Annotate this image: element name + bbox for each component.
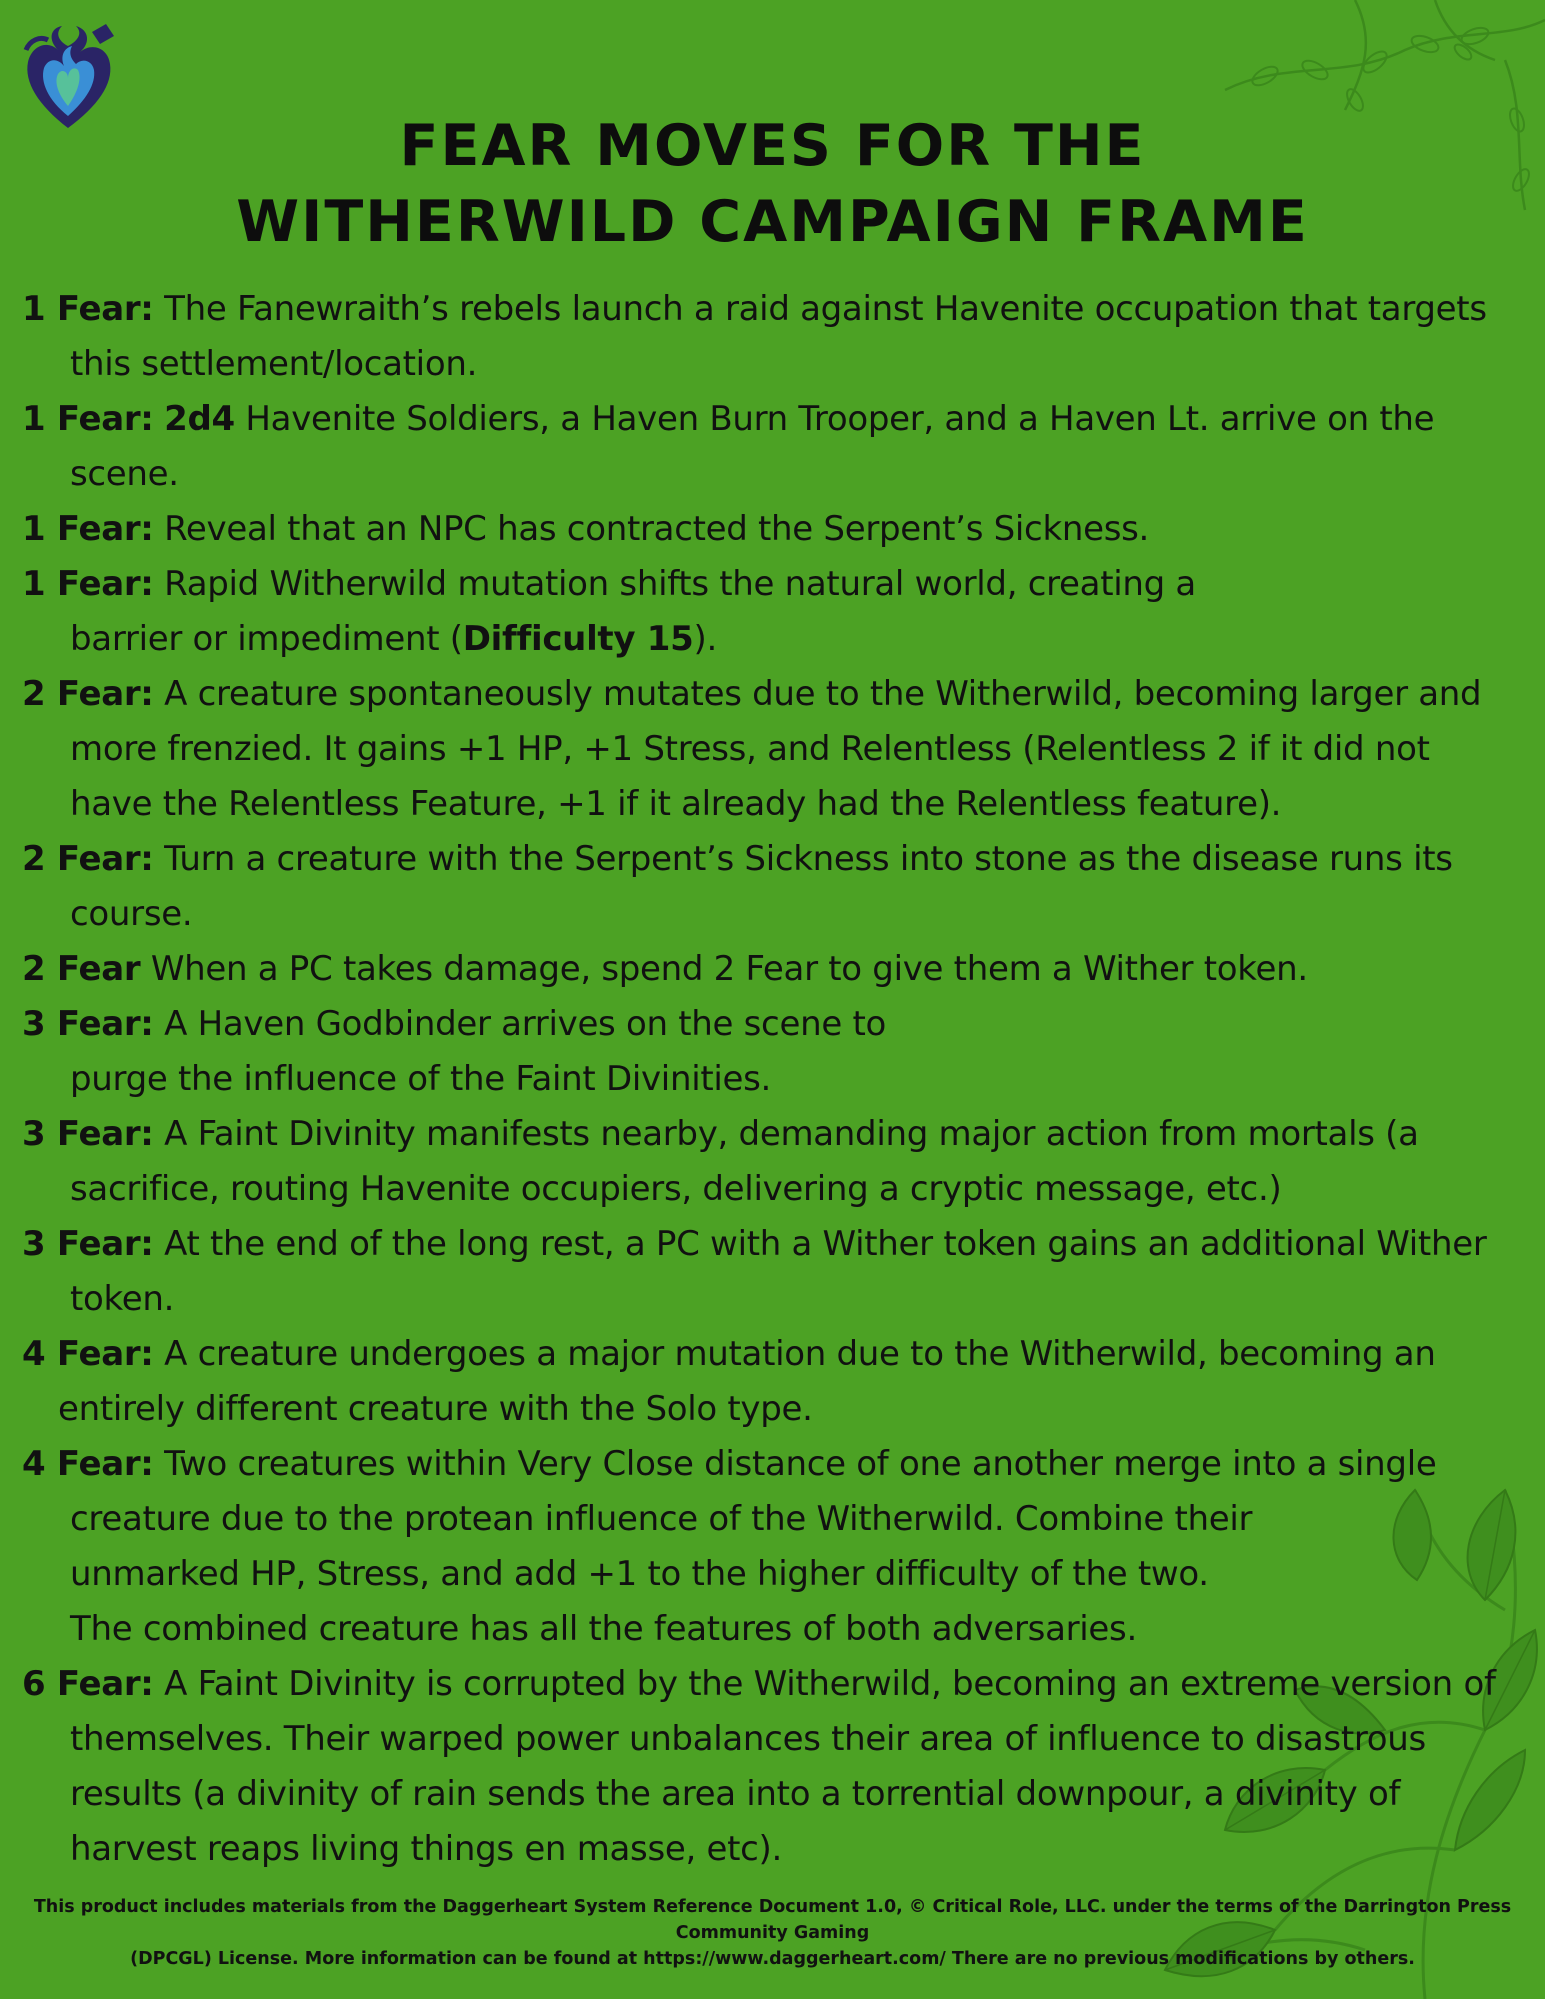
fear-move-text-line1: Two creatures within Very Close distance of one another merge into a single [164,1444,1437,1484]
fear-cost: 4 Fear: [22,1444,154,1484]
fear-move-text: A creature spontaneously mutates due to the Witherwild, becoming larger and more frenzied. It gains +1 HP, +1 Stress, and Relentless (Relentless 2 if it did not have the Relentless Feature, +1 if it already had the Relentless feature). [70,674,1482,824]
fear-cost: 3 Fear: [22,1004,154,1044]
fear-move-item [22,502,1522,557]
license-line-2: (DPCGL) License. More information can be found at https://www.daggerheart.com/ There are no previous modifications by others. [130,1949,1415,1969]
fear-move-item [22,1217,1522,1327]
fear-cost: 3 Fear: [22,1224,154,1264]
fear-move-text-line2: creature due to the protean influence of the Witherwild. Combine their [70,1499,1253,1539]
fear-moves-list [22,282,1522,1877]
fear-move-text: A Faint Divinity manifests nearby, demanding major action from mortals (a sacrifice, routing Havenite occupiers, delivering a cryptic message, etc.) [70,1114,1419,1209]
fear-move-item [22,282,1522,392]
fear-move-text: When a PC takes damage, spend 2 Fear to give them a Wither token. [150,949,1308,989]
fear-move-text-line3: unmarked HP, Stress, and add +1 to the higher difficulty of the two. [70,1554,1209,1594]
fear-move-item [22,1437,1522,1657]
dice-value: 2d4 [164,399,235,439]
fear-move-item [22,942,1522,997]
fear-cost: 4 Fear: [22,1334,154,1374]
fear-cost: 1 Fear: [22,399,154,439]
title-line-2: WITHERWILD CAMPAIGN FRAME [236,189,1309,255]
fear-move-text: The Fanewraith’s rebels launch a raid against Havenite occupation that targets this settlement/location. [70,289,1487,384]
fear-cost: 3 Fear: [22,1114,154,1154]
fear-move-text: Havenite Soldiers, a Haven Burn Trooper, and a Haven Lt. arrive on the scene. [70,399,1435,494]
fear-move-item [22,557,1522,667]
fear-move-item [22,1107,1522,1217]
fear-move-text-line4: The combined creature has all the features of both adversaries. [70,1609,1137,1649]
fear-move-text-line2-pre: barrier or impediment ( [70,619,463,659]
fear-cost: 1 Fear: [22,509,154,549]
fear-cost: 2 Fear: [22,839,154,879]
fear-cost: 2 Fear [22,949,141,989]
fear-move-text: A Faint Divinity is corrupted by the Witherwild, becoming an extreme version of themselves. Their warped power unbalances their area of influence to disastrous results (a divinity of rain sends the area into a torrential downpour, a divinity of harvest reaps living things en masse, etc). [70,1664,1496,1869]
difficulty-value: Difficulty 15 [462,619,694,659]
fear-cost: 1 Fear: [22,289,154,329]
fear-move-text: Reveal that an NPC has contracted the Serpent’s Sickness. [164,509,1150,549]
fear-move-text-line1: A Haven Godbinder arrives on the scene to [164,1004,886,1044]
fear-move-item [22,832,1522,942]
fear-move-item [22,667,1522,832]
fear-move-item [22,1327,1522,1437]
fear-cost: 1 Fear: [22,564,154,604]
license-footer [30,1894,1515,1972]
fear-move-text: Turn a creature with the Serpent’s Sickness into stone as the disease runs its course. [70,839,1453,934]
fear-move-item [22,1657,1522,1877]
page-title [0,108,1545,260]
fear-move-text: A creature undergoes a major mutation due to the Witherwild, becoming an entirely different creature with the Solo type. [58,1334,1436,1429]
license-line-1: This product includes materials from the Daggerheart System Reference Document 1.0, © Critical Role, LLC. under the terms of the Darrington Press Community Gaming [33,1897,1512,1943]
fear-move-item [22,997,1522,1107]
fear-cost: 2 Fear: [22,674,154,714]
fear-move-item [22,392,1522,502]
fear-cost: 6 Fear: [22,1664,154,1704]
fear-move-text-line2-post: ). [693,619,717,659]
fear-move-text-line2: purge the influence of the Faint Divinities. [70,1059,772,1099]
title-line-1: FEAR MOVES FOR THE [399,113,1146,179]
fear-move-text: At the end of the long rest, a PC with a Wither token gains an additional Wither token. [70,1224,1487,1319]
fear-move-text-line1: Rapid Witherwild mutation shifts the natural world, creating a [164,564,1196,604]
